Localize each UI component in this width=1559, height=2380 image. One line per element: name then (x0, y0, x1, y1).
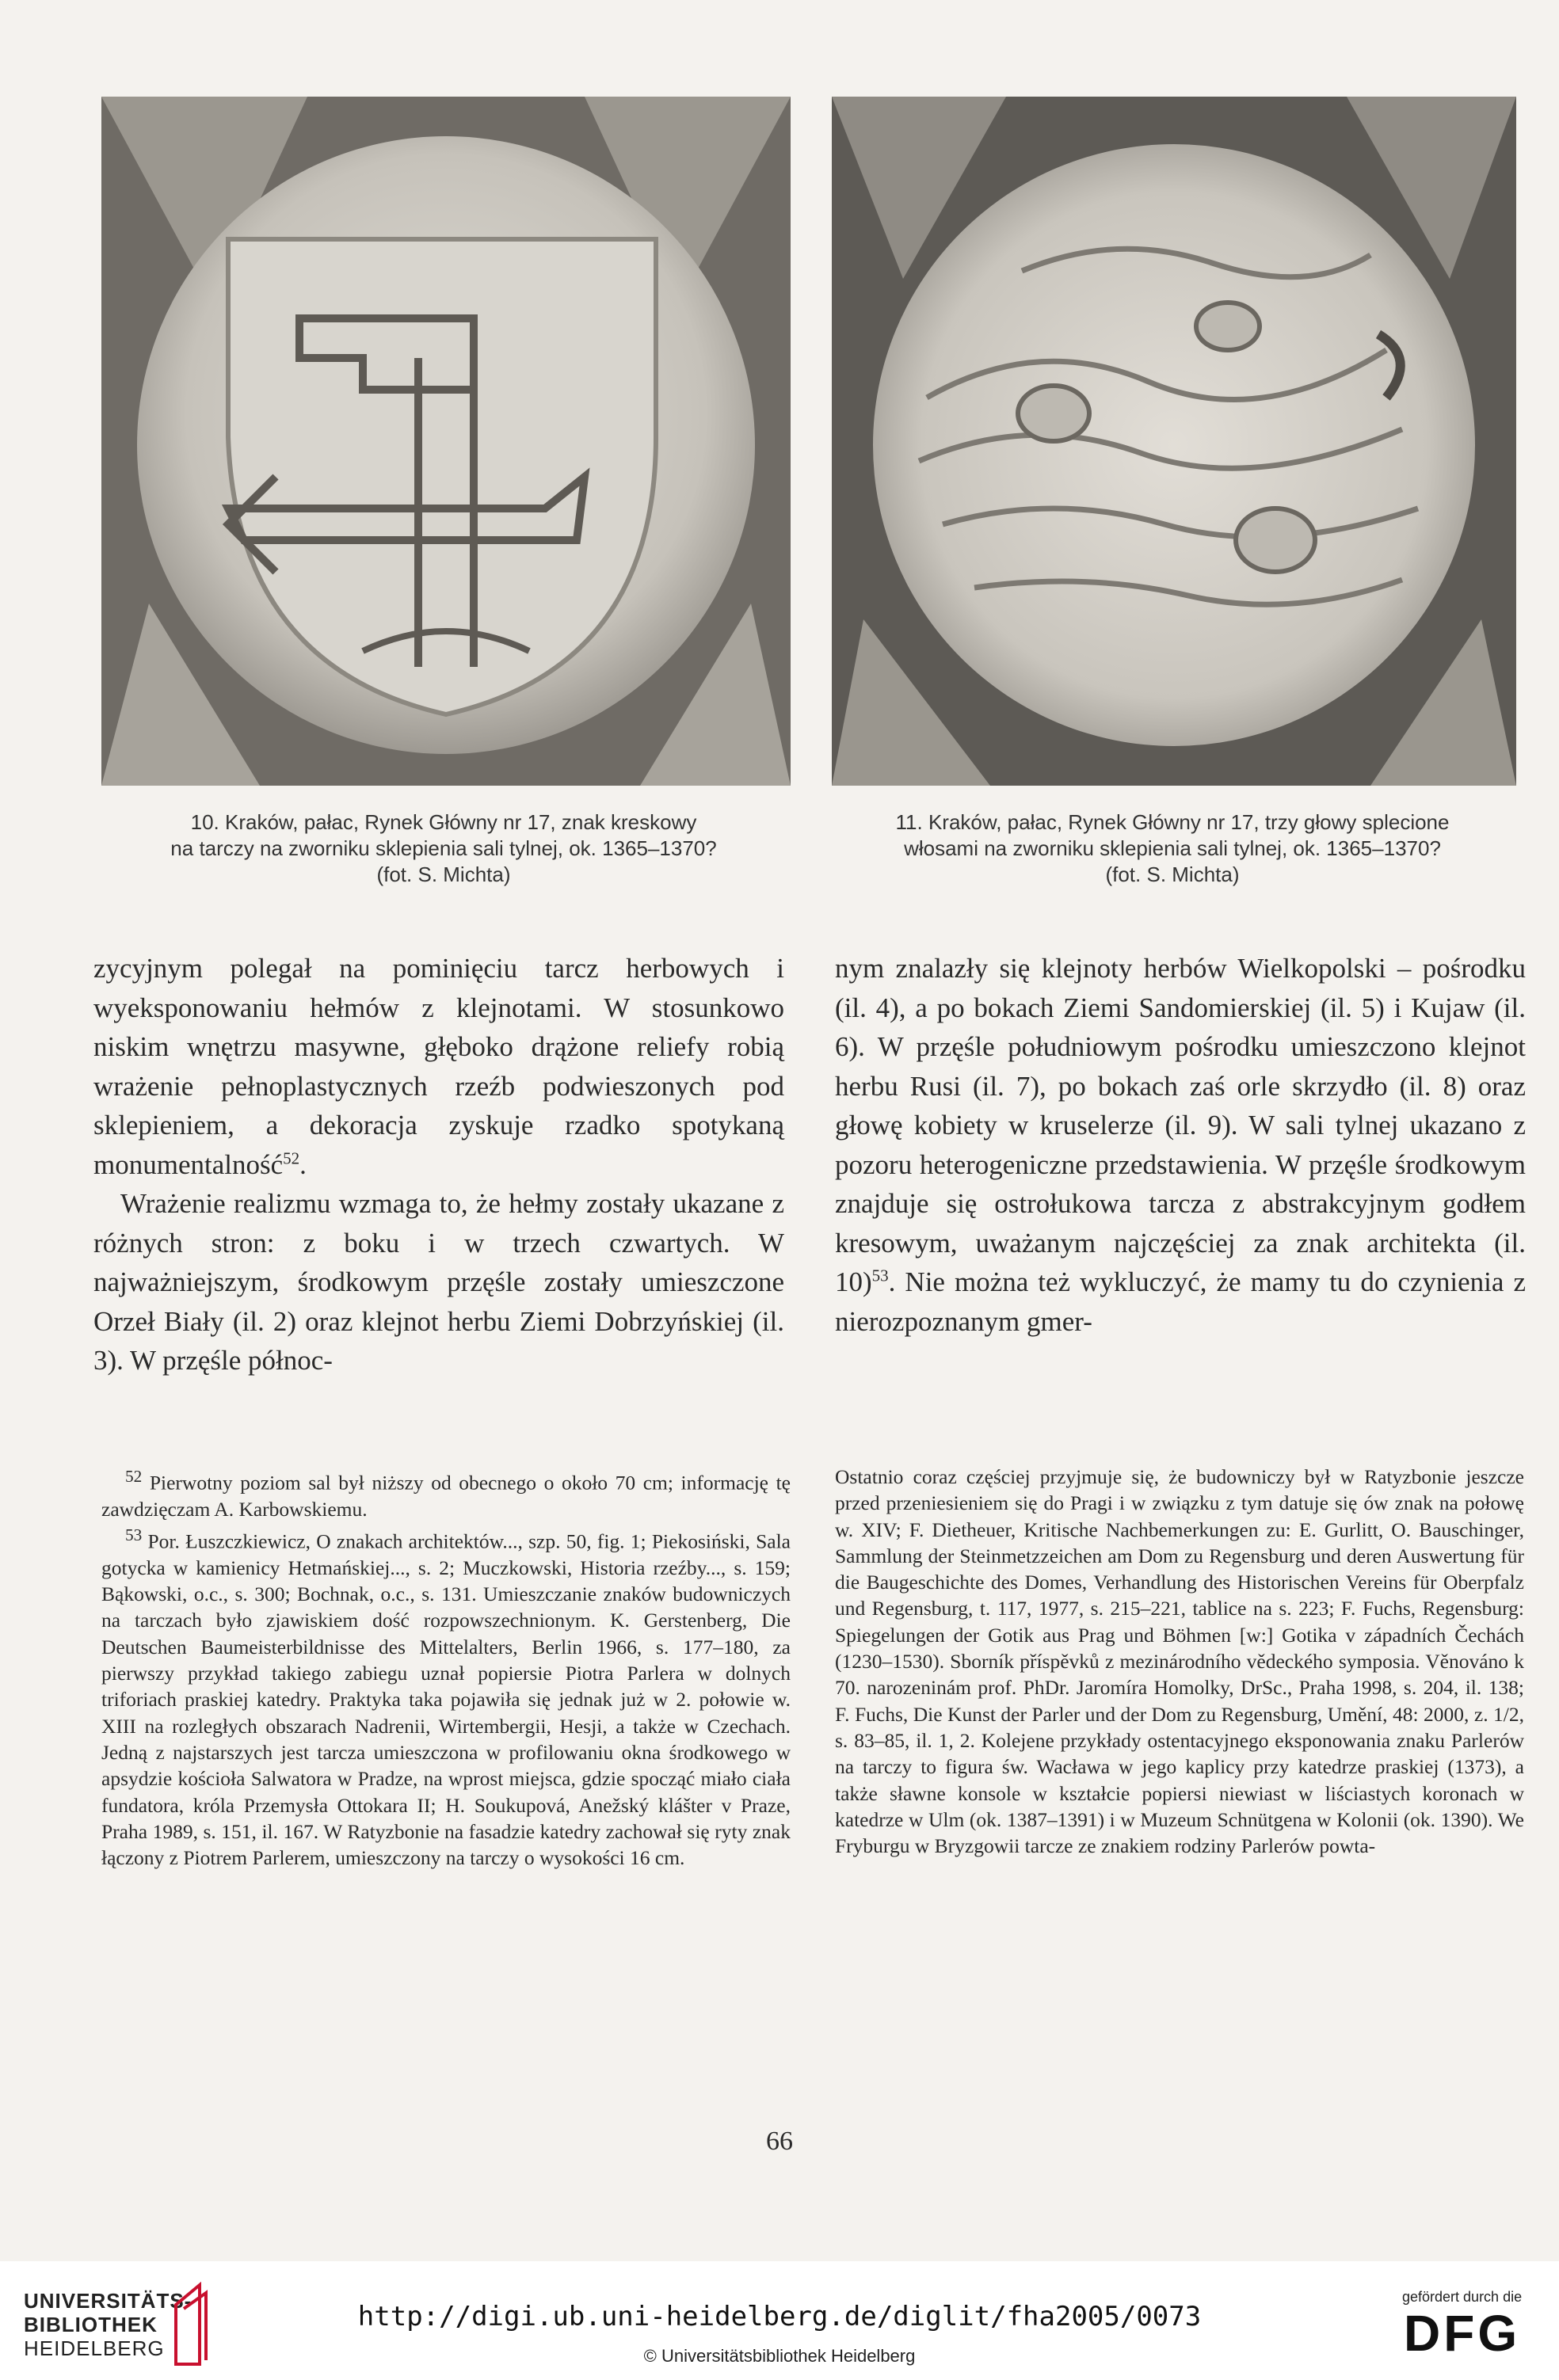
figure-10-photo (101, 97, 791, 786)
figure-10-caption (87, 809, 800, 888)
caption-credit: (fot. S. Michta) (1105, 863, 1240, 886)
body-text: zycyjnym polegał na pominięciu tarcz herbowych i wyeksponowaniu hełmów z klejnotami. W stosunkowo niskim wnętrzu masywne, głęboko drążone reliefy robią wrażenie pełnoplastycznych rzeźb podwieszonych pod sklepieniem, a dekoracja zyskuje rzadko spotykaną monumentalność (93, 953, 784, 1180)
footnote-text: Pierwotny poziom sal był niższy od obecnego o około 70 cm; informację tę zawdzięczam A. Karbowskiemu. (101, 1471, 791, 1521)
body-text-right-column (835, 949, 1526, 1341)
body-text: . (299, 1148, 307, 1180)
library-name-line: UNIVERSITÄTS- (24, 2289, 192, 2313)
footnote-53 (101, 1522, 791, 1871)
source-url-link[interactable]: http://digi.ub.uni-heidelberg.de/diglit/fha2005/0073 (357, 2301, 1202, 2332)
dfg-logo[interactable] (1402, 2289, 1522, 2361)
caption-line: 10. Kraków, pałac, Rynek Główny nr 17, znak kreskowy (190, 810, 697, 834)
caption-line: włosami na zworniku sklepienia sali tylnej, ok. 1365–1370? (904, 836, 1441, 860)
library-name-line: HEIDELBERG (24, 2336, 165, 2360)
footnote-mark: 53 (125, 1525, 143, 1545)
footnote-ref-52[interactable]: 52 (283, 1148, 300, 1167)
body-paragraph (835, 949, 1526, 1341)
library-name-line: BIBLIOTHEK (24, 2313, 158, 2336)
caption-credit: (fot. S. Michta) (376, 863, 511, 886)
caption-line: na tarczy na zworniku sklepienia sali tylnej, ok. 1365–1370? (170, 836, 717, 860)
page-number: 66 (766, 2127, 793, 2156)
footnotes-left-column (101, 1464, 791, 1871)
footnote-continuation: Ostatnio coraz częściej przyjmuje się, że budowniczy był w Ratyzbonie jeszcze przed przeniesieniem się do Pragi i w związku z tym datuje się ów znak na połowę w. XIV; F. Dietheuer, Kritische Nachbemerkungen zu: E. Gurlitt, O. Bauschinger, Sammlung der Steinmetzzeichen am Dom zu Regensburg und deren Auswertung für die Baugeschichte des Domes, Verhandlung des Historischen Vereins für Oberpfalz und Regensburg, t. 117, 1977, s. 215–221, tablice na s. 223; F. Fuchs, Regensburg: Spiegelungen der Gotik aus Prag und Böhmen [w:] Gotika v západních Čechách (1230–1530). Sborník příspěvků z mezinárodního vědeckého symposia. Věnováno k 70. narozeninám prof. PhDr. Jaromíra Homolky, DrSc., Praha 1998, s. 204, il. 138; F. Fuchs, Die Kunst der Parler und der Dom zu Regensburg, Umění, 48: 2000, z. 1/2, s. 83–85, il. 1, 2. Kolejene przykłady ostentacyjnego eksponowania znaku Parlerów na tarczy to figura św. Wacława w jego kaplicy przy katedrze praskiej (1373), a także sławne konsole w kształcie popiersi niewiast w liściastych koronach w katedrze w Ulm (ok. 1387–1391) i w Muzeum Schnütgena w Kolonii (ok. 1390). We Fryburgu w Bryzgowii tarcze ze znakiem rodziny Parlerów powta- (835, 1465, 1524, 1858)
body-paragraph (93, 949, 784, 1184)
footnotes-right-column (835, 1464, 1524, 1859)
figure-11-photo (832, 97, 1516, 786)
body-text-left-column (93, 949, 784, 1380)
footnote-text: Por. Łuszczkiewicz, O znakach architektów..., szp. 50, fig. 1; Piekosiński, Sala gotycka w kamienicy Hetmańskiej..., s. 2; Muczkowski, Historia rzeźby..., s. 159; Bąkowski, o.c., s. 300; Bochnak, o.c., s. 131. Umieszczanie znaków budowniczych na tarczach było zjawiskiem dość rozpowszechnionym. K. Gerstenberg, Die Deutschen Baumeisterbildnisse des Mittelalters, Berlin 1966, s. 177–180, za pierwszy przykład takiego zabiegu uznał popiersie Piotra Parlera w dolnych triforiach praskiej katedry. Praktyka taka pojawiła się jednak już w 2. połowie w. XIII na rozległych obszarach Nadrenii, Wirtembergii, Hesji, a także w Czechach. Jedną z najstarszych jest tarcza umieszczona w profilowaniu okna środkowego w apsydzie kościoła Salwatora w Pradze, na wprost miejsca, gdzie spocząć miało ciała fundatora, króla Przemysła Ottokara II; H. Soukupová, Anežský klášter v Praze, Praha 1989, s. 151, il. 167. W Ratyzbonie na fasadzie katedry zachował się ryty znak łączony z Piotrem Parlerem, umieszczony na tarczy o wysokości 16 cm. (101, 1529, 791, 1870)
sponsor-label: gefördert durch die (1402, 2289, 1523, 2305)
footnote-mark: 52 (125, 1467, 143, 1486)
body-text: nym znalazły się klejnoty herbów Wielkopolski – pośrodku (il. 4), a po bokach Ziemi Sandomierskiej (il. 5) i Kujaw (il. 6). W przęśle południowym pośrodku umieszczono klejnot herbu Rusi (il. 7), po bokach zaś orle skrzydło (il. 8) oraz głowę kobiety w kruselerze (il. 9). W sali tylnej ukazano z pozoru heterogeniczne przedstawienia. W przęśle środkowym znajduje się ostrołukowa tarcza z abstrakcyjnym godłem kresowym, uważanym najczęściej za znak architekta (il. 10) (835, 953, 1526, 1297)
footnote-ref-53[interactable]: 53 (871, 1266, 889, 1285)
footnote-52 (101, 1464, 791, 1522)
sponsor-logo-text: DFG (1404, 2305, 1521, 2362)
keystone-shield-image (101, 97, 791, 786)
copyright-notice: © Universitätsbibliothek Heidelberg (643, 2346, 916, 2366)
body-text: . Nie można też wykluczyć, że mamy tu do czynienia z nierozpoznanym gmer- (835, 1266, 1526, 1337)
body-paragraph: Wrażenie realizmu wzmaga to, że hełmy zostały ukazane z różnych stron: z boku i w trzech czwartych. W najważniejszym, środkowym przęśle zostały umieszczone Orzeł Biały (il. 2) oraz klejnot herbu Ziemi Dobrzyńskiej (il. 3). W przęśle północ- (93, 1188, 784, 1376)
caption-line: 11. Kraków, pałac, Rynek Główny nr 17, trzy głowy splecione (895, 810, 1450, 834)
keystone-three-heads-image (832, 97, 1516, 786)
figure-11-caption (816, 809, 1529, 888)
